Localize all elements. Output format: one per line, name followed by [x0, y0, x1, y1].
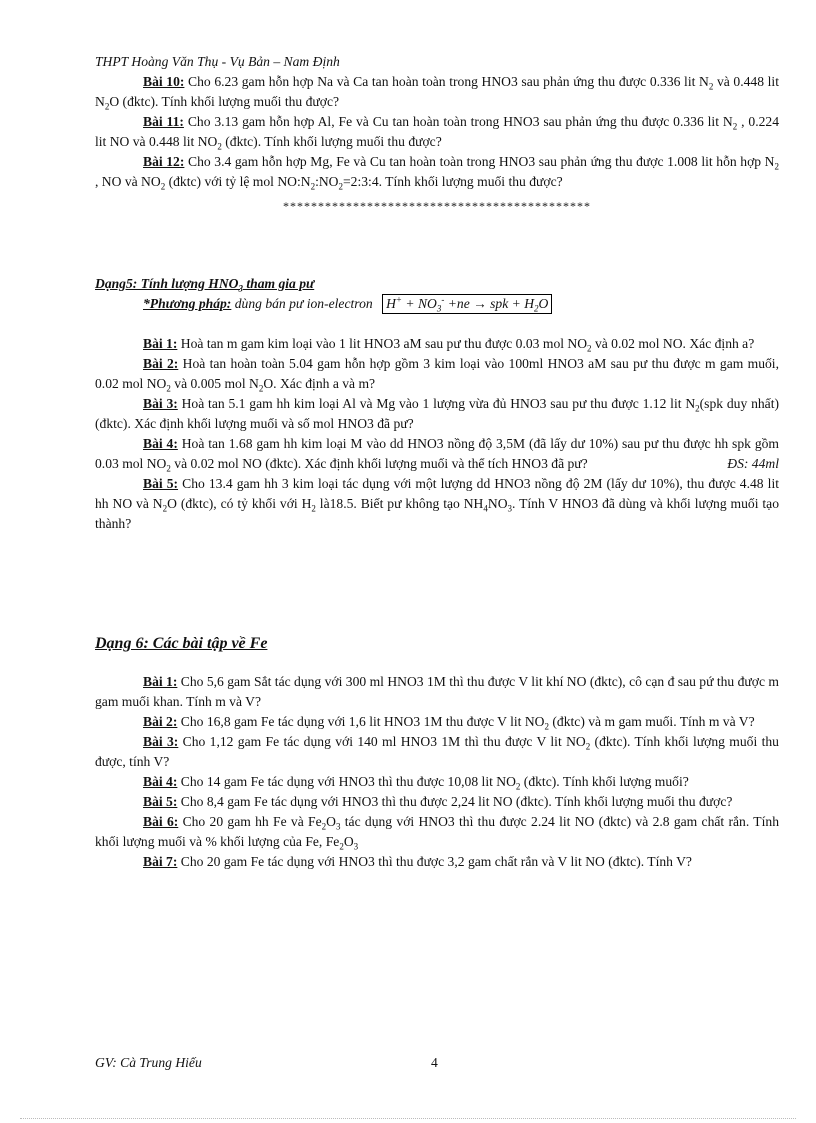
- exercise-label: Bài 2:: [143, 714, 178, 729]
- top-exercise-1: [95, 72, 779, 112]
- section5-exercise-4: [95, 434, 779, 474]
- exercise-text: Hoà tan hoàn toàn 5.04 gam hỗn hợp gồm 3 kim loại vào 100ml HNO3 aM sau pư thu được m gam muối, 0.02 mol $NO_2$ và 0.005 mol $N_2O$. Xác định a và m?: [95, 356, 779, 394]
- section5-exercise-1: [95, 334, 779, 354]
- section6-exercise-3: [95, 732, 779, 772]
- section6-exercise-6: [95, 812, 779, 852]
- section6-exercise-2: [95, 712, 779, 732]
- top-exercise-3: [95, 152, 779, 192]
- exercise-text: Cho 13.4 gam hh 3 kim loại tác dụng với một lượng dd HNO3 nồng độ 2M (lấy dư 10%), thu được 4.48 lit hh NO và $N_2O$ (đktc), có tỷ khối với $H_2$ là18.5. Biết pư không tạo $NH_4NO_3$. Tính V HNO3 đã dùng và khối lượng muối tạo thành?: [95, 476, 780, 531]
- section5-exercise-list: [95, 334, 779, 534]
- exercise-text: Cho 8,4 gam Fe tác dụng với HNO3 thì thu được 2,24 lit NO (đktc). Tính khối lượng muối thu được?: [177, 794, 733, 809]
- footer-author: GV: Cà Trung Hiếu: [95, 1055, 202, 1070]
- section6-exercise-5: [95, 792, 779, 812]
- exercise-text: Cho 20 gam Fe tác dụng với HNO3 thì thu được 3,2 gam chất rắn và V lit NO (đktc). Tính V?: [177, 854, 692, 869]
- exercise-label: Bài 5:: [143, 476, 179, 491]
- exercise-text: Cho 3.4 gam hỗn hợp Mg, Fe và Cu tan hoàn toàn trong HNO3 sau phản ứng thu được 1.008 lit hỗn hợp $N_2$ , NO và $NO_2$ (đktc) với tỷ lệ mol $NO:N_2:NO_2=2:3:4$. Tính khối lượng muối thu được?: [95, 154, 779, 192]
- section6-exercise-1: [95, 672, 779, 712]
- exercise-answer: ĐS: 44ml: [727, 456, 779, 471]
- section6-title: Dạng 6: Các bài tập về Fe: [95, 635, 268, 652]
- exercise-label: Bài 11:: [143, 114, 184, 129]
- exercise-text: Cho 3.13 gam hỗn hợp Al, Fe và Cu tan hoàn toàn trong HNO3 sau phản ứng thu được 0.336 lit $N_2$ , 0.224 lit NO và 0.448 lit $NO_2$ (đktc). Tính khối lượng muối thu được?: [95, 114, 779, 152]
- exercise-text: Cho 1,12 gam Fe tác dụng với 140 ml HNO3 1M thì thu được V lit $NO_2$ (đktc). Tính khối lượng muối thu được, tính V?: [95, 734, 779, 769]
- page-bottom-rule: [20, 1118, 796, 1119]
- page-header: THPT Hoàng Văn Thụ - Vụ Bản – Nam Định: [95, 54, 340, 69]
- method-label: *Phương pháp:: [143, 296, 232, 311]
- exercise-text: Cho 6.23 gam hỗn hợp Na và Ca tan hoàn toàn trong HNO3 sau phản ứng thu được 0.336 lit $N_2$ và 0.448 lit $N_2O$ (đktc). Tính khối lượng muối thu được?: [95, 74, 779, 112]
- exercise-label: Bài 12:: [143, 154, 185, 169]
- exercise-text: Hoà tan 1.68 gam hh kim loại M vào dd HNO3 nồng độ 3,5M (đã lấy dư 10%) sau pư thu được hh spk gồm 0.03 mol $NO_2$ và 0.02 mol NO (đktc). Xác định khối lượng muối và thể tích HNO3 đã pư?: [95, 436, 779, 474]
- exercise-label: Bài 4:: [143, 774, 178, 789]
- exercise-label: Bài 4:: [143, 436, 178, 451]
- exercise-label: Bài 5:: [143, 794, 178, 809]
- exercise-label: Bài 10:: [143, 74, 185, 89]
- exercise-text: Hoà tan m gam kim loại vào 1 lit HNO3 aM sau pư thu được 0.03 mol $NO_2$ và 0.02 mol NO. Xác định a?: [177, 336, 755, 354]
- section5-exercise-5: [95, 474, 779, 534]
- method-line: [95, 294, 779, 314]
- exercise-label: Bài 1:: [143, 674, 178, 689]
- half-reaction-equation: $H^+ + NO_3^- +ne$ → spk + $H_2O$: [382, 294, 552, 314]
- exercise-label: Bài 3:: [143, 734, 179, 749]
- exercise-label: Bài 7:: [143, 854, 178, 869]
- page-footer: [95, 1053, 779, 1073]
- section6-exercise-7: [95, 852, 779, 872]
- section6-exercise-4: [95, 772, 779, 792]
- exercise-label: Bài 3:: [143, 396, 178, 411]
- document-page: [95, 52, 779, 872]
- top-exercise-2: [95, 112, 779, 152]
- section6-exercise-list: [95, 672, 779, 872]
- exercise-text: Cho 5,6 gam Sắt tác dụng với 300 ml HNO3 1M thì thu được V lit khí NO (đktc), cô cạn đ sau pứ thu được m gam muối khan. Tính m và V?: [95, 674, 779, 709]
- exercise-label: Bài 6:: [143, 814, 179, 829]
- separator: ********************************************: [283, 199, 591, 213]
- exercise-text: Hoà tan 5.1 gam hh kim loại Al và Mg vào 1 lượng vừa đủ HNO3 sau pư thu được 1.12 lit $N_2(spk$ duy nhất) (đktc). Xác định khối lượng muối và số mol HNO3 đã pư?: [95, 396, 779, 431]
- page-number: 4: [431, 1055, 438, 1070]
- method-text: dùng bán pư ion-electron: [231, 296, 373, 311]
- top-exercise-list: [95, 72, 779, 192]
- exercise-label: Bài 2:: [143, 356, 179, 371]
- section5-exercise-2: [95, 354, 779, 394]
- section5-exercise-3: [95, 394, 779, 434]
- exercise-text: Cho 16,8 gam Fe tác dụng với 1,6 lit HNO3 1M thu được V lit $NO_2$ (đktc) và m gam muối. Tính m và V?: [177, 714, 755, 732]
- exercise-text: Cho 14 gam Fe tác dụng với HNO3 thì thu được 10,08 lit $NO_2$ (đktc). Tính khối lượng muối?: [177, 774, 689, 792]
- exercise-text: Cho 20 gam hh Fe và $Fe_2O_3$ tác dụng với HNO3 thì thu được 2.24 lit NO (đktc) và 2.8 gam chất rắn. Tính khối lượng muối và % khối lượng của Fe, $Fe_2O_3$: [95, 814, 779, 852]
- exercise-label: Bài 1:: [143, 336, 178, 351]
- section5-title: Dạng5: Tính lượng $HNO_3$ tham gia pư: [95, 276, 315, 294]
